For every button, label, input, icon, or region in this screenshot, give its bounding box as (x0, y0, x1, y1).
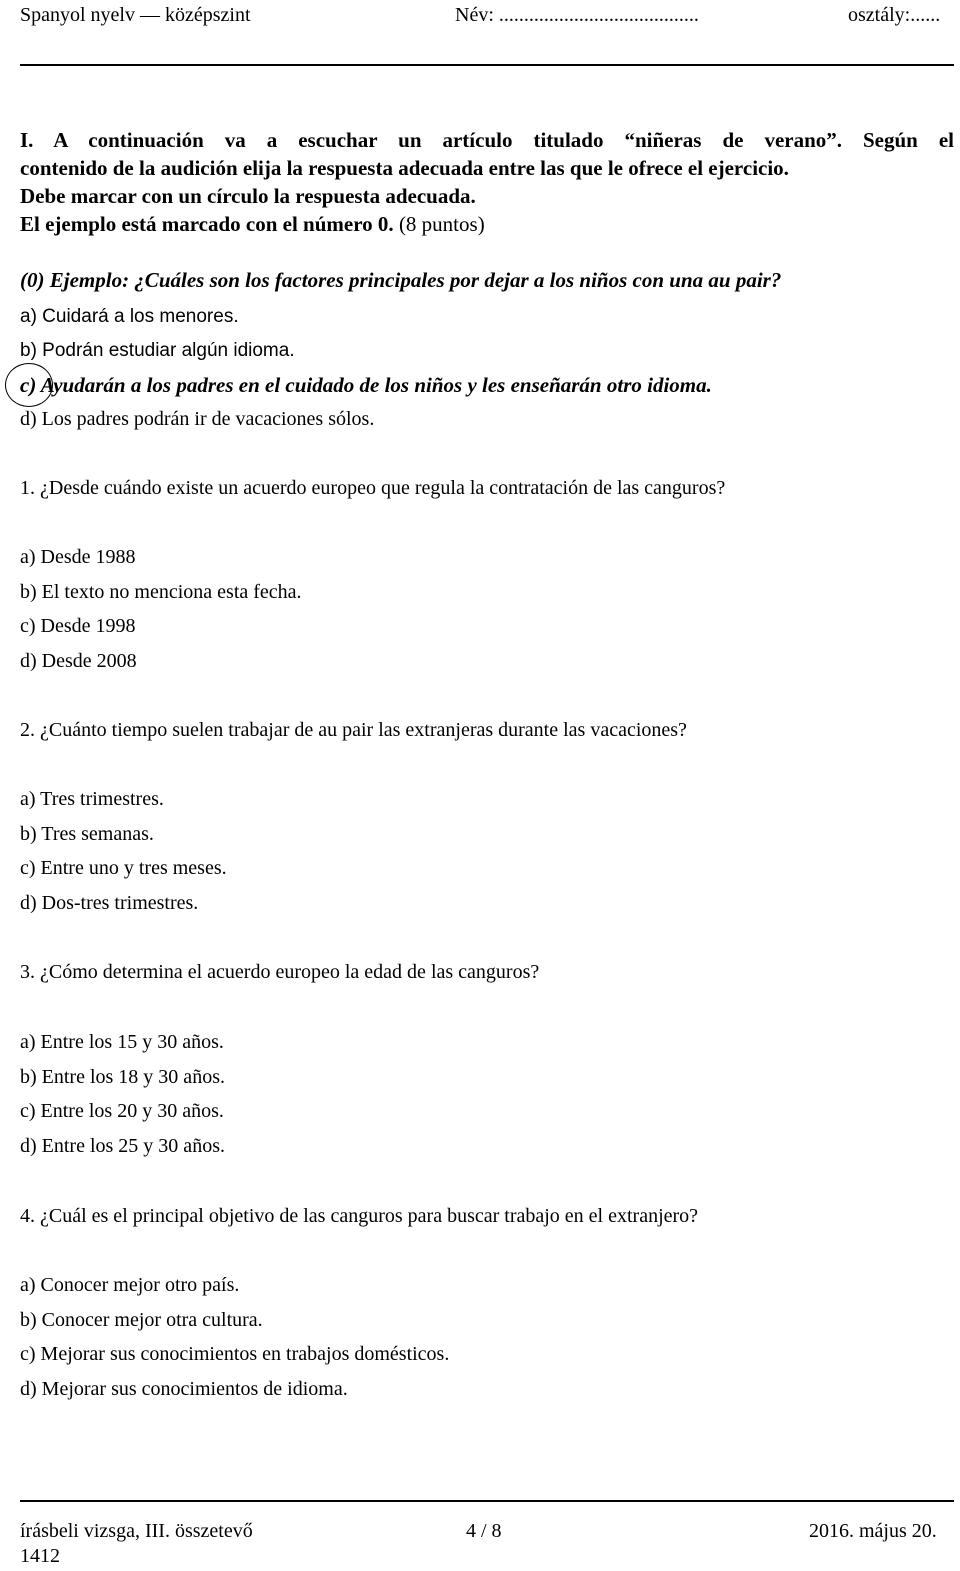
option[interactable]: c) Entre uno y tres meses. (20, 857, 227, 879)
question-2: 2. ¿Cuánto tiempo suelen trabajar de au pair las extranjeras durante las vacaciones? (20, 719, 687, 741)
footer-date: 2016. május 20. (809, 1520, 937, 1542)
header-class-field: osztály:...... (848, 4, 941, 26)
option[interactable]: c) Mejorar sus conocimientos en trabajos domésticos. (20, 1343, 450, 1365)
example-option-correct: c) Ayudarán a los padres en el cuidado de los niños y les enseñarán otro idioma. (20, 373, 712, 397)
option[interactable]: b) Tres semanas. (20, 823, 154, 845)
footer-code: 1412 (20, 1545, 60, 1567)
option[interactable]: b) Conocer mejor otra cultura. (20, 1309, 263, 1331)
footer-exam: írásbeli vizsga, III. összetevő (20, 1520, 253, 1542)
option[interactable]: b) El texto no menciona esta fecha. (20, 581, 302, 603)
page-number: 4 / 8 (466, 1520, 502, 1542)
option[interactable]: a) Entre los 15 y 30 años. (20, 1031, 224, 1053)
footer-rule (20, 1500, 954, 1502)
option[interactable]: c) Entre los 20 y 30 años. (20, 1100, 224, 1122)
points: (8 puntos) (398, 212, 485, 236)
question-3: 3. ¿Cómo determina el acuerdo europeo la edad de las canguros? (20, 961, 540, 983)
option[interactable]: d) Entre los 25 y 30 años. (20, 1135, 225, 1157)
option[interactable]: c) Desde 1998 (20, 615, 136, 637)
answer-circle-mark (5, 363, 53, 407)
header-name-field: Név: ........................................ (455, 4, 699, 26)
instruction-line: El ejemplo está marcado con el número 0. (8 puntos) (20, 212, 485, 236)
option[interactable]: a) Desde 1988 (20, 546, 136, 568)
question-1: 1. ¿Desde cuándo existe un acuerdo europeo que regula la contratación de las canguros? (20, 477, 726, 499)
option[interactable]: d) Dos-tres trimestres. (20, 892, 199, 914)
header-subject: Spanyol nyelv — középszint (20, 4, 251, 26)
option[interactable]: d) Mejorar sus conocimientos de idioma. (20, 1378, 348, 1400)
header-rule (20, 64, 954, 66)
option[interactable]: a) Conocer mejor otro país. (20, 1274, 240, 1296)
instruction-line: contenido de la audición elija la respuesta adecuada entre las que le ofrece el ejercicio. (20, 156, 789, 180)
option[interactable]: d) Desde 2008 (20, 650, 137, 672)
example-option: b) Podrán estudiar algún idioma. (20, 340, 295, 361)
instruction-line: I. A continuación va a escuchar un artículo titulado “niñeras de verano”. Según el (20, 128, 954, 152)
instruction-line: Debe marcar con un círculo la respuesta adecuada. (20, 184, 476, 208)
example-option: a) Cuidará a los menores. (20, 306, 239, 327)
option[interactable]: b) Entre los 18 y 30 años. (20, 1066, 225, 1088)
option[interactable]: a) Tres trimestres. (20, 788, 164, 810)
example-option: d) Los padres podrán ir de vacaciones sólos. (20, 408, 375, 430)
question-4: 4. ¿Cuál es el principal objetivo de las canguros para buscar trabajo en el extranjero? (20, 1205, 699, 1227)
instructions (20, 126, 954, 238)
example-question: (0) Ejemplo: ¿Cuáles son los factores principales por dejar a los niños con una au pair? (20, 268, 782, 292)
